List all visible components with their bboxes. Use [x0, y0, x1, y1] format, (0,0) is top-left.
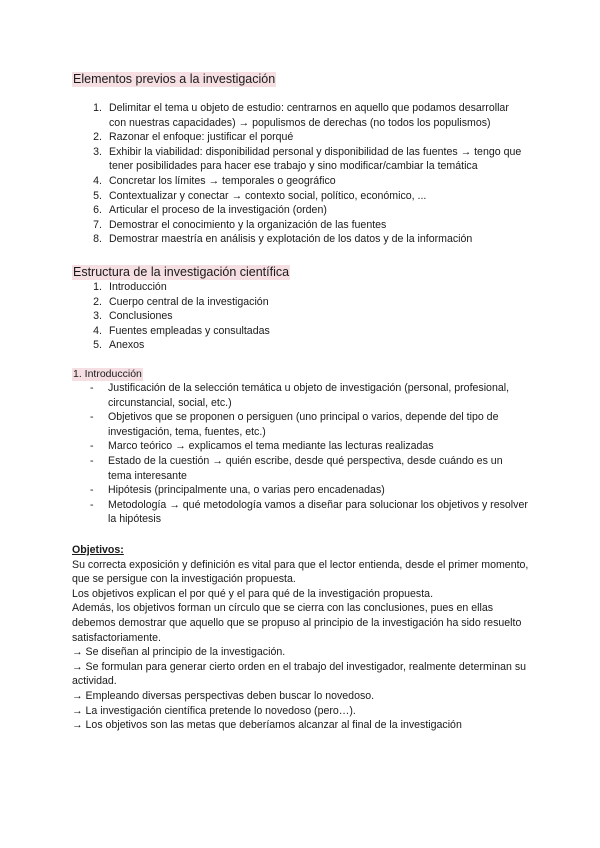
- list-number: 1.: [93, 281, 102, 293]
- bullet-dash: -: [90, 454, 94, 467]
- list-item-text: Anexos: [109, 339, 145, 352]
- list-number: 6.: [93, 204, 102, 217]
- objetivos-title: Objetivos:: [72, 544, 124, 556]
- list-item-text: Hipótesis (principalmente una, o varias pero encadenadas): [108, 484, 385, 497]
- list-item-text: Delimitar el tema u objeto de estudio: centrarnos en aquello que podamos desarrollar con nuestras capacidades) → populismos de derechas (no todos los populismos): [109, 102, 509, 129]
- list-item: [88, 324, 528, 339]
- list-number: 4.: [93, 174, 102, 187]
- list-number: 5.: [93, 189, 102, 202]
- paragraph: Su correcta exposición y definición es vital para que el lector entienda, desde el primer momento, que se persigue con la investigación propuesta.: [72, 558, 529, 586]
- paragraph: Los objetivos explican el por qué y el para qué de la investigación propuesta.: [72, 587, 434, 600]
- list-number: 2.: [93, 131, 102, 144]
- list-number: 4.: [93, 324, 102, 337]
- list-item-text: Marco teórico → explicamos el tema mediante las lecturas realizadas: [108, 440, 434, 453]
- list-item: [88, 145, 528, 174]
- bullet-dash: -: [90, 484, 94, 497]
- list-number: 3.: [93, 310, 102, 323]
- list-item: [88, 130, 528, 145]
- list-item-text: Cuerpo central de la investigación: [109, 295, 269, 308]
- list-item-text: Introducción: [109, 281, 167, 293]
- bullet-dash: -: [90, 382, 94, 394]
- section-heading-introduccion: 1. Introducción: [73, 368, 142, 380]
- list-item-text: Estado de la cuestión → quién escribe, desde qué perspectiva, desde cuándo es un tema interesante: [108, 454, 503, 482]
- list-item: [88, 483, 528, 498]
- paragraph: → Empleando diversas perspectivas deben buscar lo novedoso.: [72, 689, 375, 702]
- list-item: [88, 189, 528, 204]
- list-item-text: Demostrar el conocimiento y la organización de las fuentes: [109, 218, 387, 231]
- list-item: [88, 381, 528, 410]
- list-number: 5.: [93, 339, 102, 352]
- list-item: [88, 101, 528, 130]
- list-item-text: Objetivos que se proponen o persiguen (uno principal o varios, depende del tipo de investigación, tema, fuentes, etc.): [108, 411, 499, 438]
- list-item: [88, 338, 528, 353]
- list-item-text: Metodología → qué metodología vamos a diseñar para solucionar los objetivos y resolver la hipótesis: [108, 498, 528, 526]
- paragraph: → Se formulan para generar cierto orden en el trabajo del investigador, realmente determinan su actividad.: [72, 660, 527, 688]
- bullet-dash: -: [90, 498, 94, 511]
- paragraph: → La investigación científica pretende lo novedoso (pero…).: [72, 704, 356, 717]
- elementos-previos-list: [88, 101, 528, 247]
- list-number: 2.: [93, 295, 102, 308]
- list-item-text: Exhibir la viabilidad: disponibilidad personal y disponibilidad de las fuentes → tengo que tener posibilidades para hacer ese trabajo y sino modificar/cambiar la temática: [109, 145, 522, 173]
- list-number: 3.: [93, 145, 102, 158]
- list-item: [88, 280, 528, 295]
- list-item-text: Razonar el enfoque: justificar el porqué: [109, 131, 294, 144]
- list-item-text: Demostrar maestría en análisis y explotación de los datos y de la información: [109, 233, 473, 246]
- list-item: [88, 232, 528, 247]
- section-heading-estructura: Estructura de la investigación científica: [73, 265, 290, 279]
- list-item: [88, 439, 528, 454]
- list-item-text: Concretar los límites → temporales o geográfico: [109, 174, 336, 187]
- list-item: [88, 203, 528, 218]
- list-item: [88, 410, 528, 439]
- list-item-text: Fuentes empleadas y consultadas: [109, 324, 270, 337]
- list-number: 8.: [93, 233, 102, 246]
- objetivos-section: [72, 543, 532, 733]
- section-heading-elementos-previos: Elementos previos a la investigación: [73, 72, 276, 86]
- list-item-text: Contextualizar y conectar → contexto social, político, económico, ...: [109, 189, 427, 202]
- list-item: [88, 309, 528, 324]
- paragraph: → Los objetivos son las metas que deberíamos alcanzar al final de la investigación: [72, 719, 462, 732]
- estructura-list: [88, 280, 528, 353]
- bullet-dash: -: [90, 440, 94, 453]
- introduccion-list: [88, 381, 528, 527]
- bullet-dash: -: [90, 411, 94, 424]
- list-item-text: Articular el proceso de la investigación (orden): [109, 204, 327, 217]
- list-item-text: Conclusiones: [109, 310, 173, 323]
- list-item: [88, 454, 528, 483]
- list-item: [88, 295, 528, 310]
- paragraph: → Se diseñan al principio de la investigación.: [72, 646, 286, 659]
- list-item-text: Justificación de la selección temática u objeto de investigación (personal, profesional, circunstancial, social, etc.): [108, 382, 510, 409]
- list-number: 1.: [93, 102, 102, 114]
- list-number: 7.: [93, 218, 102, 231]
- list-item: [88, 174, 528, 189]
- list-item: [88, 498, 528, 527]
- paragraph: Además, los objetivos forman un círculo que se cierra con las conclusiones, pues en ellas debemos demostrar que aquello que se propuso al principio de la investigación ha sido resuelto satisfactoriamente.: [72, 602, 522, 644]
- list-item: [88, 218, 528, 233]
